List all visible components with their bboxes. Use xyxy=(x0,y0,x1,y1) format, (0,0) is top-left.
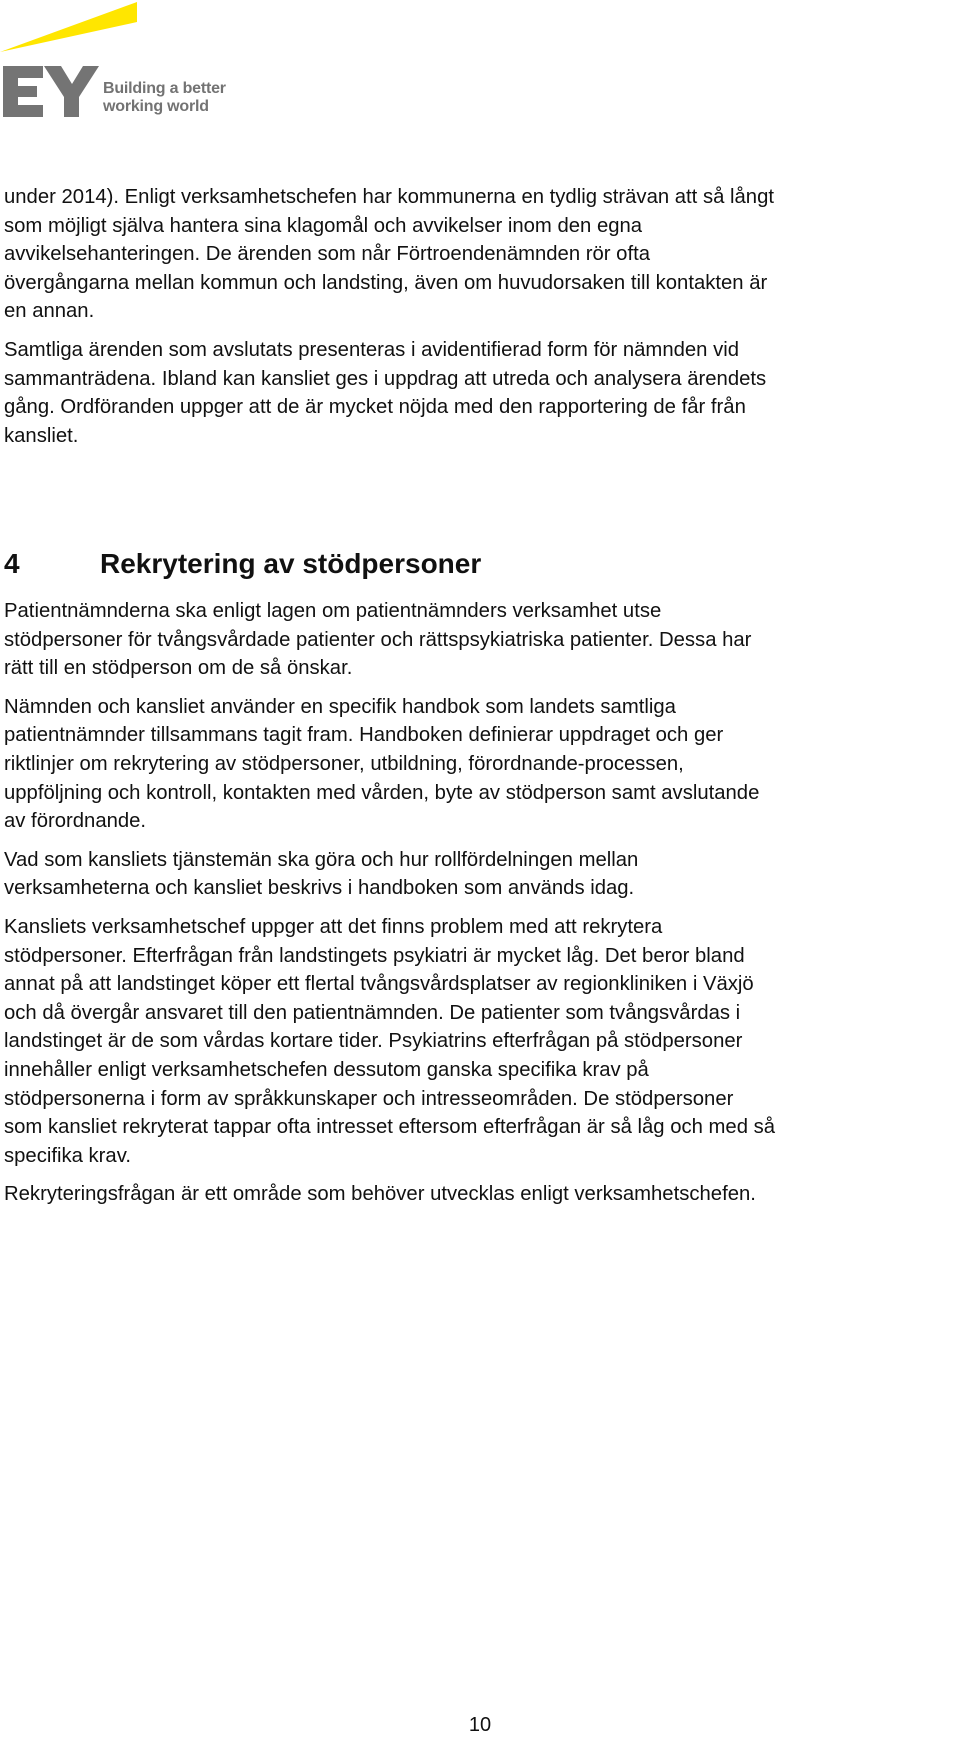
text-line: Nämnden och kansliet använder en specifik handbok som landets samtliga xyxy=(4,695,676,718)
paragraph xyxy=(4,913,960,1170)
section-text xyxy=(4,597,960,1209)
paragraph xyxy=(4,183,960,326)
text-line: specifika krav. xyxy=(4,1144,131,1167)
text-line: som kansliet rekryterat tappar ofta intresset eftersom efterfrågan är så låg och med så xyxy=(4,1116,776,1139)
paragraph xyxy=(4,693,960,836)
text-line: gång. Ordföranden uppger att de är mycket nöjda med den rapportering de får från xyxy=(4,396,746,419)
text-line: under 2014). Enligt verksamhetschefen har kommunerna en tydlig strävan att så långt xyxy=(4,186,774,208)
text-line: avvikelsehanteringen. De ärenden som når Förtroendenämnden rör ofta xyxy=(4,243,650,266)
paragraph xyxy=(4,336,960,450)
text-line: rätt till en stödperson om de så önskar. xyxy=(4,657,353,680)
logo-tagline-line2: working world xyxy=(103,98,209,115)
text-line: kansliet. xyxy=(4,424,79,447)
paragraph xyxy=(4,1180,960,1209)
text-line: landstinget är de som vårdas kortare tider. Psykiatrins efterfrågan på stödpersoner xyxy=(4,1030,743,1053)
ey-logo xyxy=(0,0,230,125)
text-line: uppföljning och kontroll, kontakten med vården, byte av stödperson samt avslutande xyxy=(4,781,760,804)
logo-letter-e xyxy=(3,66,43,117)
text-line: övergångarna mellan kommun och landsting, även om huvudorsaken till kontakten är xyxy=(4,271,768,294)
logo-letter-y xyxy=(44,66,99,117)
logo-tagline-line1: Building a better xyxy=(103,80,226,97)
text-line: Rekryteringsfrågan är ett område som behöver utvecklas enligt verksamhetschefen. xyxy=(4,1183,756,1206)
text-line: innehåller enligt verksamhetschefen dessutom ganska specifika krav på xyxy=(4,1058,649,1081)
text-line: stödpersonerna i form av språkkunskaper och intresseområden. De stödpersoner xyxy=(4,1087,734,1110)
text-line: som möjligt själva hantera sina klagomål och avvikelser inom den egna xyxy=(4,214,643,237)
text-line: annat på att landstinget köper ett flertal tvångsvårdsplatser av regionkliniken i Växjö xyxy=(4,973,754,996)
paragraph xyxy=(4,846,960,903)
text-line: Kansliets verksamhetschef uppger att det finns problem med att rekrytera xyxy=(4,915,663,938)
text-line: stödpersoner för tvångsvårdade patienter och rättspsykiatriska patienter. Dessa har xyxy=(4,628,752,651)
intro-text xyxy=(4,183,960,450)
text-line: patientnämnder tillsammans tagit fram. Handboken definierar uppdraget och ger xyxy=(4,724,724,747)
text-line: och då övergår ansvaret till den patientnämnden. De patienter som tvångsvårdas i xyxy=(4,1001,741,1024)
text-line: av förordnande. xyxy=(4,810,147,833)
text-line: verksamheterna och kansliet beskrivs i handboken som används idag. xyxy=(4,877,635,900)
section-number: 4 xyxy=(4,548,20,579)
text-line: Samtliga ärenden som avslutats presenteras i avidentifierad form för nämnden vid xyxy=(4,338,740,361)
text-line: sammanträdena. Ibland kan kansliet ges i uppdrag att utreda och analysera ärendets xyxy=(4,367,767,390)
section-title: Rekrytering av stödpersoner xyxy=(100,548,482,579)
text-line: Vad som kansliets tjänstemän ska göra och hur rollfördelningen mellan xyxy=(4,848,639,871)
text-line: riktlinjer om rekrytering av stödpersoner, utbildning, förordnande-processen, xyxy=(4,752,684,775)
logo-tagline xyxy=(103,80,226,116)
text-line: en annan. xyxy=(4,300,95,323)
page-number: 10 xyxy=(468,1714,492,1736)
section-heading xyxy=(4,546,481,582)
text-line: Patientnämnderna ska enligt lagen om patientnämnders verksamhet utse xyxy=(4,600,662,622)
logo-beam xyxy=(0,2,137,52)
paragraph xyxy=(4,597,960,683)
text-line: stödpersoner. Efterfrågan från landstingets psykiatri är mycket låg. Det beror bland xyxy=(4,944,745,967)
